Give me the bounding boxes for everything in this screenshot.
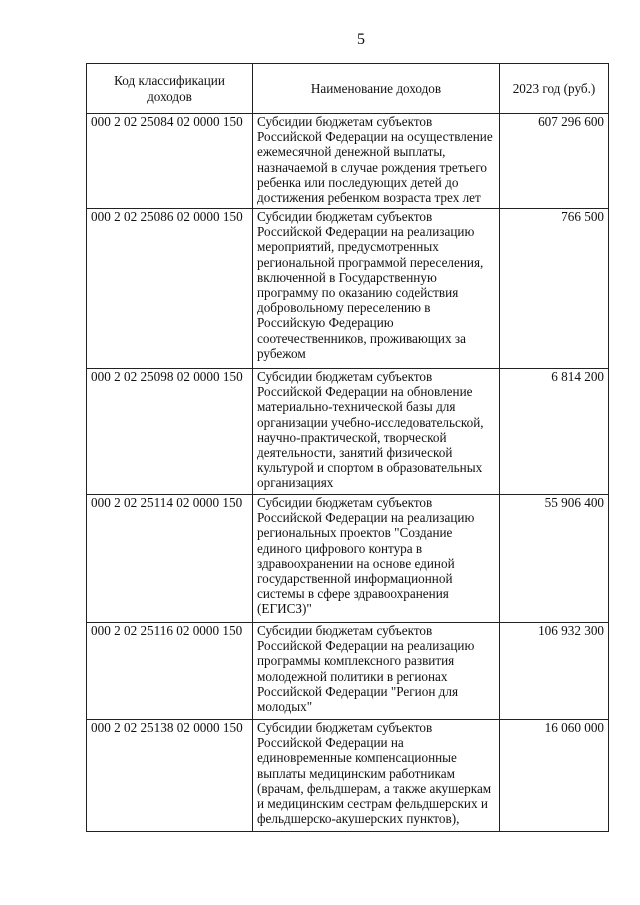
income-name: Субсидии бюджетам субъектов Российской Федерации на обновление материально-технической базы для организации учебно-исследовательской, научно-практической, творческой деятельности, занятий физической культурой и спортом в образовательных организациях: [253, 369, 500, 495]
table-row: [87, 495, 609, 623]
table-row: [87, 209, 609, 369]
income-table: [86, 63, 609, 832]
page-number: 5: [357, 31, 365, 48]
income-name: Субсидии бюджетам субъектов Российской Федерации на единовременные компенсационные выплаты медицинским работникам (врачам, фельдшерам, а также акушеркам и медицинским сестрам фельдшерских и фельдшерско-акушерских пунктов),: [253, 720, 500, 832]
income-name: Субсидии бюджетам субъектов Российской Федерации на реализацию программы комплексного развития молодежной политики в регионах Российской Федерации "Регион для молодых": [253, 623, 500, 720]
income-amount: 607 296 600: [500, 114, 609, 209]
table-header-row: [87, 64, 609, 114]
income-amount: 6 814 200: [500, 369, 609, 495]
income-code: 000 2 02 25138 02 0000 150: [87, 720, 253, 832]
table-row: [87, 720, 609, 832]
income-amount: 106 932 300: [500, 623, 609, 720]
income-code: 000 2 02 25084 02 0000 150: [87, 114, 253, 209]
income-code: 000 2 02 25086 02 0000 150: [87, 209, 253, 369]
income-name: Субсидии бюджетам субъектов Российской Федерации на осуществление ежемесячной денежной выплаты, назначаемой в случае рождения третьего ребенка или последующих детей до достижения ребенком возраста трех лет: [253, 114, 500, 209]
table-row: [87, 623, 609, 720]
income-name: Субсидии бюджетам субъектов Российской Федерации на реализацию мероприятий, предусмотренных региональной программой переселения, включенной в Государственную программу по оказанию содействия добровольному переселению в Российскую Федерацию соотечественников, проживающих за рубежом: [253, 209, 500, 369]
income-amount: 55 906 400: [500, 495, 609, 623]
table-row: [87, 369, 609, 495]
table-row: [87, 114, 609, 209]
header-code: Код классификации доходов: [87, 64, 253, 114]
income-code: 000 2 02 25114 02 0000 150: [87, 495, 253, 623]
income-amount: 16 060 000: [500, 720, 609, 832]
income-amount: 766 500: [500, 209, 609, 369]
header-name: Наименование доходов: [253, 64, 500, 114]
income-code: 000 2 02 25116 02 0000 150: [87, 623, 253, 720]
income-name: Субсидии бюджетам субъектов Российской Федерации на реализацию региональных проектов "Создание единого цифрового контура в здравоохранении на основе единой государственной информационной системы в сфере здравоохранения (ЕГИСЗ)": [253, 495, 500, 623]
income-code: 000 2 02 25098 02 0000 150: [87, 369, 253, 495]
header-amount: 2023 год (руб.): [500, 64, 609, 114]
